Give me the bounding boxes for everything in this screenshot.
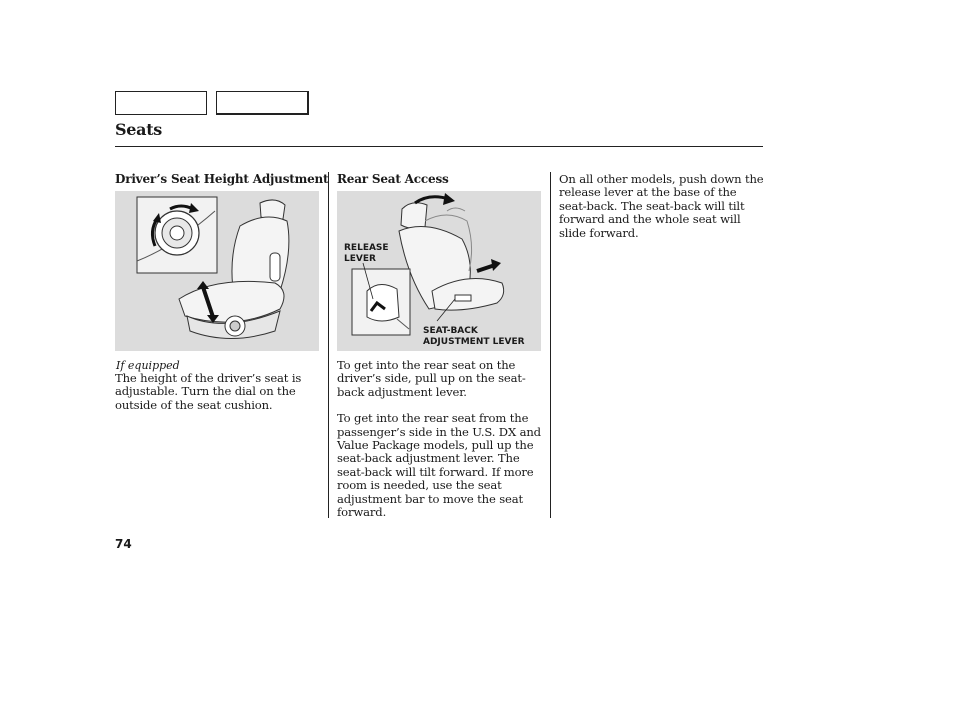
other-models-body: On all other models, push down the release lever at the base of the seat-back. The seat-back will tilt forward and the whole seat will slide forward. [559, 172, 764, 240]
column-divider-2 [550, 172, 551, 518]
seat-height-illustration [115, 191, 319, 351]
page-title: Seats [115, 120, 163, 139]
section-heading-rear-seat-access: Rear Seat Access [337, 172, 449, 186]
nav-tab-2[interactable] [216, 91, 309, 115]
release-lever-label: RELEASE LEVER [344, 243, 389, 264]
rear-seat-body [337, 359, 543, 519]
rear-seat-paragraph-2: To get into the rear seat from the passenger’s side in the U.S. DX and Value Package models, pull up the seat-back adjustment lever. The seat-back will tilt forward. If more room is needed, use the seat adjustment bar to move the seat forward. [337, 411, 541, 520]
if-equipped-note: If equipped [116, 359, 180, 372]
title-divider [115, 146, 763, 147]
column-divider-1 [328, 172, 329, 518]
seat-height-figure [115, 191, 319, 351]
rear-seat-paragraph-1: To get into the rear seat on the driver’s side, pull up on the seat-back adjustment lever. [337, 358, 526, 399]
page-number: 74 [115, 537, 132, 551]
seat-height-body: The height of the driver’s seat is adjustable. Turn the dial on the outside of the seat cushion. [115, 371, 302, 412]
nav-tab-1[interactable] [115, 91, 207, 115]
seatback-lever-label: SEAT-BACK ADJUSTMENT LEVER [423, 326, 525, 347]
section-heading-seat-height: Driver’s Seat Height Adjustment [115, 172, 329, 186]
